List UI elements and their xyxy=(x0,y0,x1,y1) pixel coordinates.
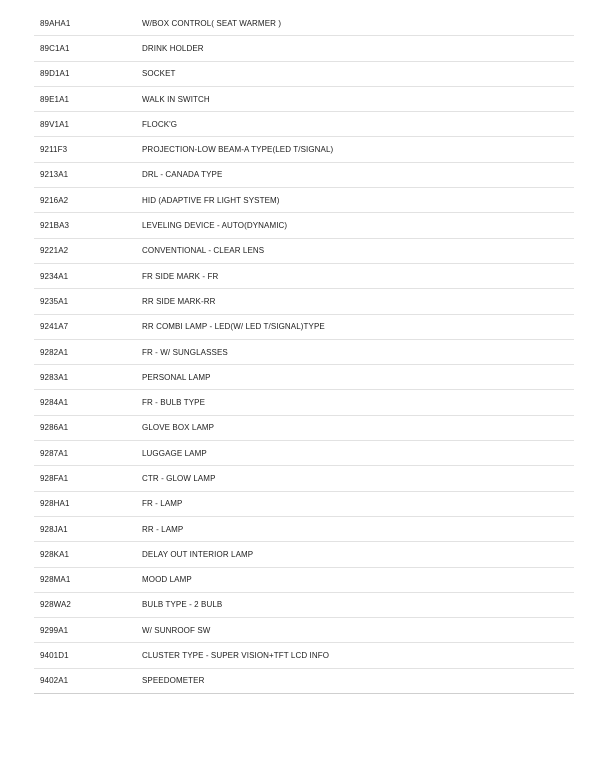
table-row xyxy=(34,188,574,213)
option-code: 9211F3 xyxy=(40,145,68,155)
option-description: FR SIDE MARK - FR xyxy=(142,271,219,281)
option-code: 9402A1 xyxy=(40,676,69,686)
table-row xyxy=(34,264,574,289)
table-row xyxy=(34,112,574,137)
option-code: 928MA1 xyxy=(40,575,71,585)
option-code: 9286A1 xyxy=(40,423,69,433)
table-row xyxy=(34,163,574,188)
option-code: 9216A2 xyxy=(40,195,69,205)
option-code: 9284A1 xyxy=(40,398,69,408)
option-code: 928FA1 xyxy=(40,473,69,483)
option-code: 89AHA1 xyxy=(40,18,71,28)
table-row xyxy=(34,669,574,694)
option-description: BULB TYPE - 2 BULB xyxy=(142,600,223,610)
table-row xyxy=(34,213,574,238)
option-description: CTR - GLOW LAMP xyxy=(142,473,216,483)
table-row xyxy=(34,416,574,441)
option-code: 89D1A1 xyxy=(40,69,70,79)
option-code: 89E1A1 xyxy=(40,94,70,104)
option-description: MOOD LAMP xyxy=(142,575,192,585)
option-description: DRL - CANADA TYPE xyxy=(142,170,223,180)
option-description: FR - BULB TYPE xyxy=(142,398,206,408)
table-row xyxy=(34,11,574,36)
table-row xyxy=(34,466,574,491)
option-description: RR - LAMP xyxy=(142,524,184,534)
option-description: DRINK HOLDER xyxy=(142,43,204,53)
table-row xyxy=(34,36,574,61)
option-description: PROJECTION-LOW BEAM-A TYPE(LED T/SIGNAL) xyxy=(142,145,334,155)
option-code: 9299A1 xyxy=(40,625,69,635)
option-description: CONVENTIONAL - CLEAR LENS xyxy=(142,246,265,256)
table-row xyxy=(34,618,574,643)
option-code: 9234A1 xyxy=(40,271,69,281)
option-description: FR - LAMP xyxy=(142,499,183,509)
option-description: SOCKET xyxy=(142,69,176,79)
table-row xyxy=(34,568,574,593)
options-table xyxy=(34,11,574,694)
option-code: 9287A1 xyxy=(40,448,69,458)
table-row xyxy=(34,390,574,415)
table-row xyxy=(34,340,574,365)
option-code: 928KA1 xyxy=(40,549,70,559)
table-row xyxy=(34,289,574,314)
option-code: 9221A2 xyxy=(40,246,69,256)
option-description: RR COMBI LAMP - LED(W/ LED T/SIGNAL)TYPE xyxy=(142,322,325,332)
option-description: PERSONAL LAMP xyxy=(142,372,211,382)
option-description: FLOCK'G xyxy=(142,119,178,129)
option-code: 9282A1 xyxy=(40,347,69,357)
option-description: SPEEDOMETER xyxy=(142,676,205,686)
table-row xyxy=(34,542,574,567)
option-code: 9213A1 xyxy=(40,170,69,180)
table-row xyxy=(34,492,574,517)
table-row xyxy=(34,441,574,466)
option-description: FR - W/ SUNGLASSES xyxy=(142,347,228,357)
option-code: 928HA1 xyxy=(40,499,70,509)
table-row xyxy=(34,365,574,390)
option-code: 89V1A1 xyxy=(40,119,70,129)
option-description: LEVELING DEVICE - AUTO(DYNAMIC) xyxy=(142,221,288,231)
option-code: 9235A1 xyxy=(40,296,69,306)
option-code: 9283A1 xyxy=(40,372,69,382)
table-row xyxy=(34,239,574,264)
option-code: 89C1A1 xyxy=(40,43,70,53)
option-description: CLUSTER TYPE - SUPER VISION+TFT LCD INFO xyxy=(142,651,330,661)
option-code: 9241A7 xyxy=(40,322,69,332)
option-description: W/ SUNROOF SW xyxy=(142,625,211,635)
table-row xyxy=(34,87,574,112)
option-description: DELAY OUT INTERIOR LAMP xyxy=(142,549,254,559)
table-row xyxy=(34,517,574,542)
table-row xyxy=(34,62,574,87)
option-description: LUGGAGE LAMP xyxy=(142,448,207,458)
option-description: W/BOX CONTROL( SEAT WARMER ) xyxy=(142,18,282,28)
option-code: 928WA2 xyxy=(40,600,71,610)
option-code: 928JA1 xyxy=(40,524,68,534)
option-code: 921BA3 xyxy=(40,221,70,231)
table-row xyxy=(34,593,574,618)
option-description: WALK IN SWITCH xyxy=(142,94,210,104)
table-row xyxy=(34,315,574,340)
table-row xyxy=(34,643,574,668)
option-description: HID (ADAPTIVE FR LIGHT SYSTEM) xyxy=(142,195,280,205)
table-row xyxy=(34,137,574,162)
option-description: RR SIDE MARK-RR xyxy=(142,296,216,306)
option-description: GLOVE BOX LAMP xyxy=(142,423,215,433)
option-code: 9401D1 xyxy=(40,651,69,661)
